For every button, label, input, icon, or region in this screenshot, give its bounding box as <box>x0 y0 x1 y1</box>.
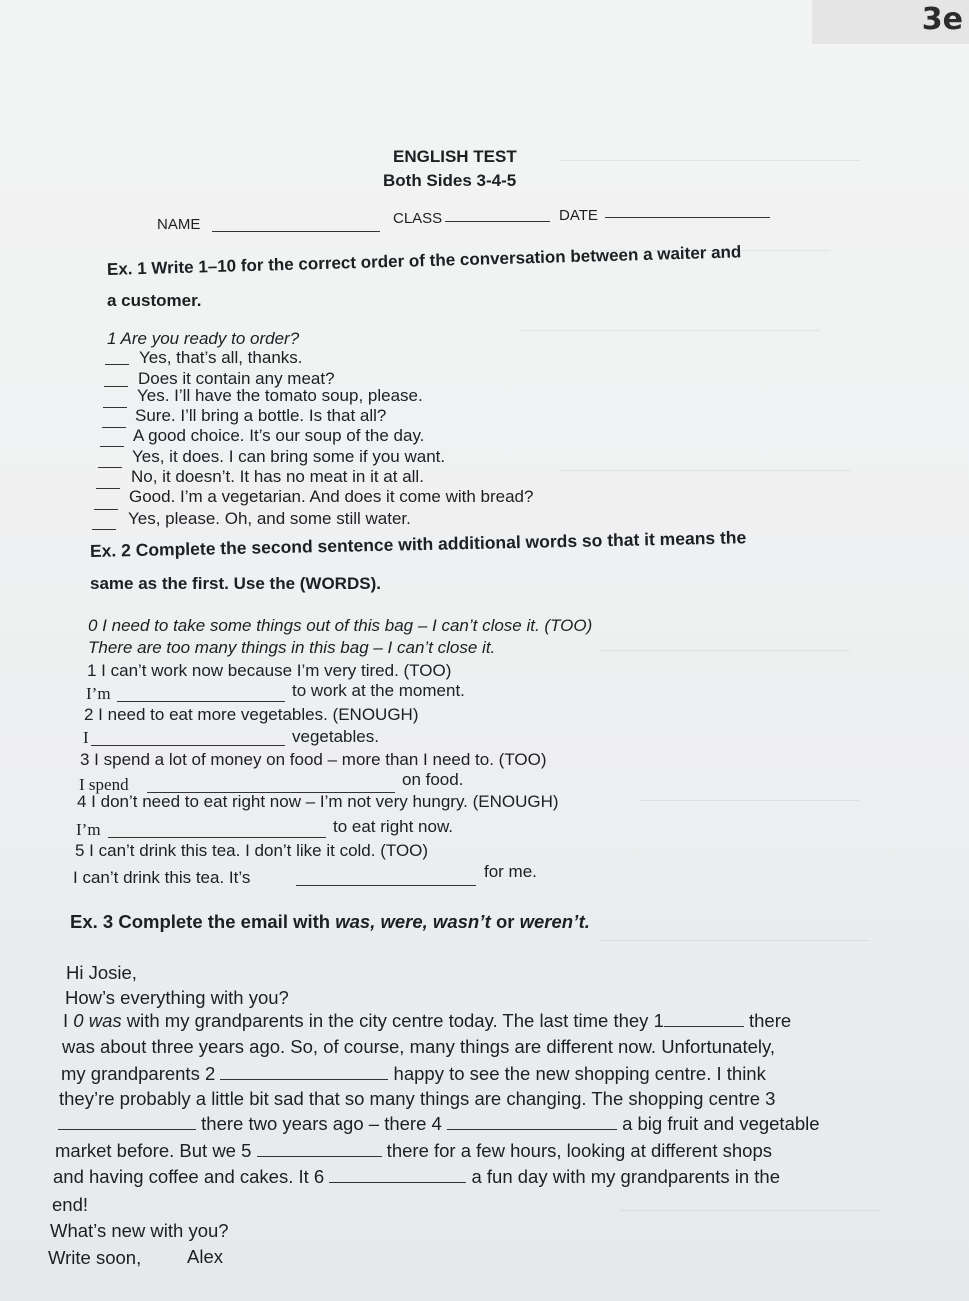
email-line-8: end! <box>52 1194 89 1215</box>
ex2-item-sentence: 3 I spend a lot of money on food – more than I need to. (TOO) <box>80 750 547 769</box>
email-blank-2[interactable] <box>220 1065 388 1080</box>
email-blank-1[interactable] <box>664 1012 744 1027</box>
ex1-heading-line2: a customer. <box>107 291 202 310</box>
ex2-answer-blank[interactable] <box>147 778 395 793</box>
email-signature: Alex <box>187 1246 223 1267</box>
ex1-blank[interactable] <box>100 432 124 447</box>
ex1-line: Good. I’m a vegetarian. And does it come with bread? <box>129 487 534 506</box>
ex2-item-end: to eat right now. <box>333 817 454 836</box>
ex1-line: Does it contain any meat? <box>138 369 335 388</box>
email-blank-5[interactable] <box>257 1142 382 1157</box>
email-line-3-b: happy to see the new shopping centre. I think <box>388 1063 766 1084</box>
date-label: DATE <box>559 207 598 224</box>
email-line-7 <box>53 1166 780 1188</box>
email-line-1-a: I <box>63 1010 74 1031</box>
email-line-1 <box>63 1010 791 1032</box>
date-blank[interactable] <box>605 203 770 218</box>
email-example-answer: 0 was <box>73 1010 122 1031</box>
email-blank-4[interactable] <box>447 1115 617 1130</box>
ex2-item-sentence: 1 I can’t work now because I’m very tired. (TOO) <box>87 661 452 680</box>
ex1-line: No, it doesn’t. It has no meat in it at all. <box>131 467 424 486</box>
ex2-answer-blank[interactable] <box>108 823 326 838</box>
ex1-blank[interactable] <box>102 413 126 428</box>
email-line-3 <box>61 1063 766 1085</box>
ex2-answer-blank[interactable] <box>296 871 476 886</box>
ex1-blank[interactable] <box>94 495 118 510</box>
test-subtitle: Both Sides 3-4-5 <box>383 171 517 190</box>
email-line-5-b: a big fruit and vegetable <box>616 1113 820 1134</box>
email-line-6-b: there for a few hours, looking at different shops <box>381 1140 772 1161</box>
class-blank[interactable] <box>445 207 550 222</box>
ex1-blank[interactable] <box>105 350 129 365</box>
email-closing-question: What’s new with you? <box>50 1220 229 1241</box>
ex3-heading-words: was, were, wasn’t <box>335 911 491 932</box>
ex2-item-start: I can’t drink this tea. It’s <box>73 868 251 887</box>
class-label: CLASS <box>393 210 443 227</box>
ex1-line: Yes, please. Oh, and some still water. <box>128 509 411 528</box>
email-blank-6[interactable] <box>329 1168 466 1183</box>
email-blank-3[interactable] <box>58 1115 196 1130</box>
corner-tag <box>812 0 969 44</box>
email-line-7-b: a fun day with my grandparents in the <box>466 1166 780 1187</box>
email-line-6 <box>55 1140 772 1162</box>
ex2-item-sentence: 5 I can’t drink this tea. I don’t like it cold. (TOO) <box>75 841 429 860</box>
email-line-1-d: there <box>743 1010 792 1031</box>
ex3-heading <box>70 911 590 933</box>
email-question: How’s everything with you? <box>65 987 289 1008</box>
email-signoff: Write soon, <box>48 1247 142 1268</box>
ex2-item-start: I spend <box>79 775 129 794</box>
ex1-heading: Ex. 1 Write 1–10 for the correct order of the conversation between a waiter and <box>106 242 742 279</box>
email-line-1-c: with my grandparents in the city centre today. The last time they 1 <box>121 1010 664 1031</box>
ex1-line: Yes. I’ll have the tomato soup, please. <box>137 386 423 405</box>
ex1-blank[interactable] <box>98 453 122 468</box>
ex1-blank[interactable] <box>104 372 128 387</box>
email-line-4: they’re probably a little bit sad that so many things are changing. The shopping centre 3 <box>59 1088 776 1109</box>
test-title: ENGLISH TEST <box>393 147 517 166</box>
ex1-blank[interactable] <box>92 515 116 530</box>
email-line-7-a: and having coffee and cakes. It 6 <box>53 1166 330 1187</box>
ex2-item-end: to work at the moment. <box>292 681 465 700</box>
ex2-item-end: on food. <box>402 770 464 789</box>
ex2-item-start: I’m <box>76 820 101 839</box>
ex1-blank[interactable] <box>103 393 127 408</box>
ex2-answer-blank[interactable] <box>91 731 285 746</box>
ex2-item-end: vegetables. <box>292 727 379 746</box>
ex3-heading-prefix: Ex. 3 Complete the email with <box>70 911 336 932</box>
ex2-item-end: for me. <box>484 862 537 881</box>
ex2-answer-blank[interactable] <box>117 687 285 702</box>
ex1-line: Sure. I’ll bring a bottle. Is that all? <box>135 406 387 425</box>
email-greeting: Hi Josie, <box>66 962 137 983</box>
email-line-5-a: there two years ago – there 4 <box>196 1113 447 1134</box>
ex1-first-line: 1 Are you ready to order? <box>107 329 300 348</box>
ex3-heading-last: weren’t. <box>519 911 590 932</box>
corner-tag-text: 3e <box>921 2 963 37</box>
ex2-heading: Ex. 2 Complete the second sentence with additional words so that it means the <box>89 527 747 561</box>
ex3-heading-or: or <box>490 911 520 932</box>
ex2-example-line2: There are too many things in this bag – I can’t close it. <box>88 638 496 657</box>
ex2-heading-line2: same as the first. Use the (WORDS). <box>90 574 381 593</box>
email-line-2: was about three years ago. So, of course, many things are different now. Unfortunately, <box>62 1036 775 1057</box>
ex2-example-line1: 0 I need to take some things out of this bag – I can’t close it. (TOO) <box>88 616 593 635</box>
name-blank[interactable] <box>212 217 380 232</box>
ex1-blank[interactable] <box>96 474 120 489</box>
ex2-item-start: I <box>83 728 89 747</box>
ex2-item-start: I’m <box>86 684 111 703</box>
name-label: NAME <box>157 216 201 233</box>
ex2-item-sentence: 4 I don’t need to eat right now – I’m not very hungry. (ENOUGH) <box>77 792 559 811</box>
ex1-line: Yes, it does. I can bring some if you want. <box>132 447 446 466</box>
ex1-line: A good choice. It’s our soup of the day. <box>133 426 425 445</box>
email-line-6-a: market before. But we 5 <box>55 1140 257 1161</box>
ex1-line: Yes, that’s all, thanks. <box>139 348 303 367</box>
email-line-3-a: my grandparents 2 <box>61 1063 221 1084</box>
email-line-5 <box>58 1113 820 1135</box>
ex2-item-sentence: 2 I need to eat more vegetables. (ENOUGH) <box>84 705 419 724</box>
